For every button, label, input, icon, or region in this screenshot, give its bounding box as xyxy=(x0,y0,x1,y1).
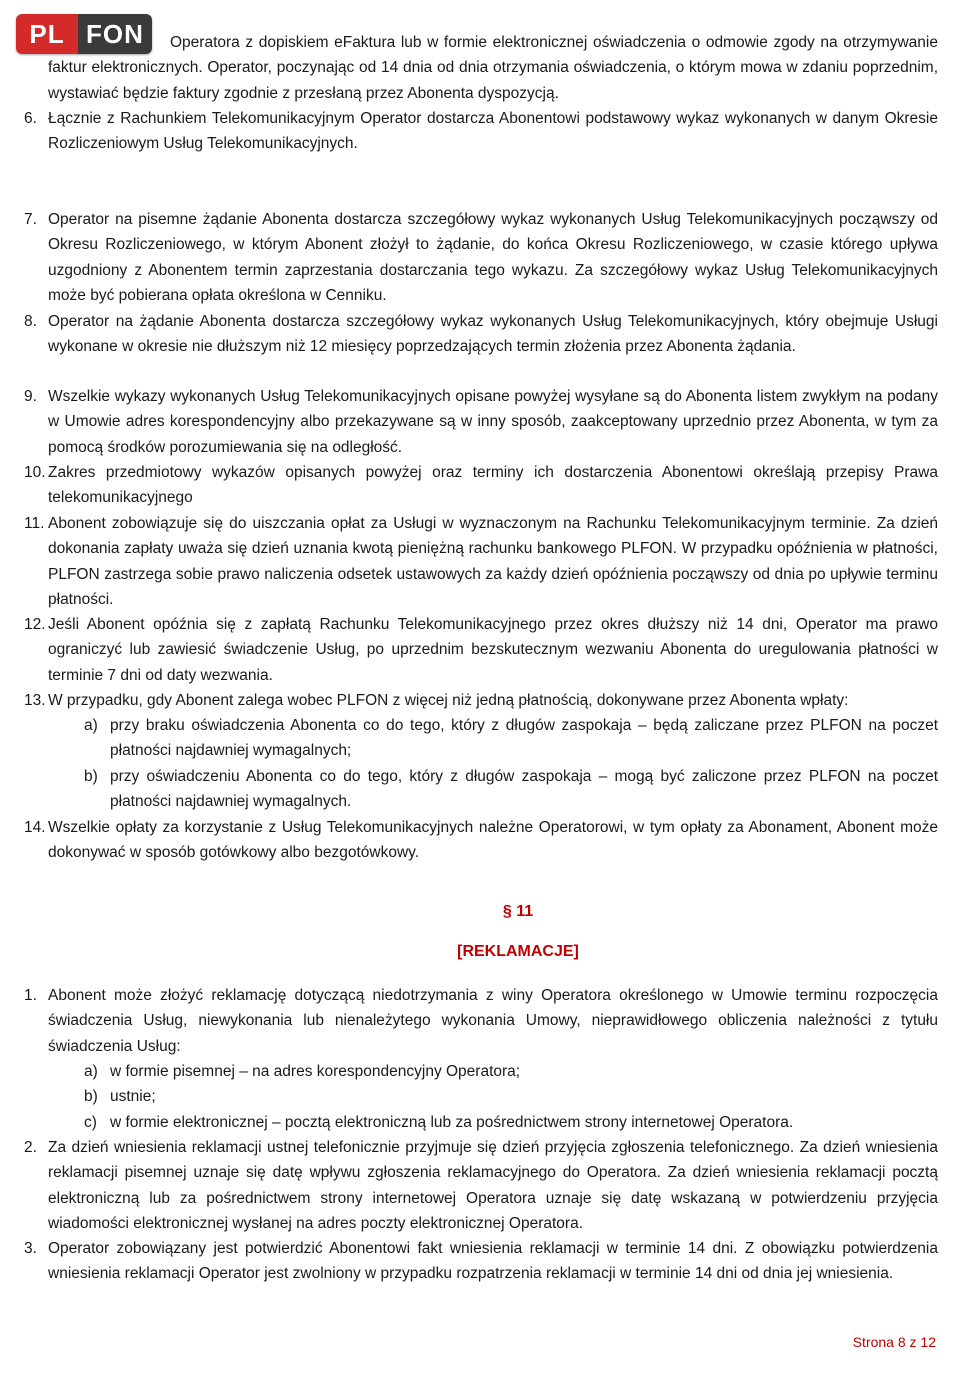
item-number: 9. xyxy=(24,388,37,405)
subitem-text: w formie elektronicznej – pocztą elektroniczną lub za pośrednictwem strony internetowej Operatora. xyxy=(110,1114,794,1131)
subitem-text: przy braku oświadczenia Abonenta co do tego, który z długów zaspokaja – będą zaliczane przez PLFON na poczet płatności najdawniej wymagalnych; xyxy=(110,717,938,760)
item-number: 13. xyxy=(24,692,46,709)
item-text: Za dzień wniesienia reklamacji ustnej telefonicznie przyjmuje się dzień przyjęcia zgłoszenia telefonicznego. Za dzień wniesienia reklamacji pisemnej uznaje się datę wpływu zgłoszenia reklamacyjnego do Operatora. Za dzień wniesienia reklamacji pocztą elektroniczną lub za pośrednictwem strony internetowej Operatora uznaje się datę wskazaną w potwierdzeniu przyjęcia wiadomości elektronicznej wysłanej na adres poczty elektronicznej Operatora. xyxy=(48,1139,938,1232)
item-text: Abonent może złożyć reklamację dotyczącą niedotrzymania z winy Operatora określonego w Umowie terminu rozpoczęcia świadczenia Usług, niewykonania lub nienależytego wykonania Umowy, nieprawidłowego obliczenia należności z tytułu świadczenia Usług: xyxy=(48,987,938,1055)
item-text: Operator zobowiązany jest potwierdzić Abonentowi fakt wniesienia reklamacji w terminie 14 dni. Z obowiązku potwierdzenia wniesienia reklamacji Operator jest zwolniony w przypadku rozpatrzenia reklamacji w terminie 14 dni od dnia jej wniesienia. xyxy=(48,1240,938,1283)
item-number: 11. xyxy=(24,515,45,532)
item-number: 6. xyxy=(24,110,37,127)
item-text: Łącznie z Rachunkiem Telekomunikacyjnym Operator dostarcza Abonentowi podstawowy wykaz wykonanych w danym Okresie Rozliczeniowym Usług Telekomunikacyjnych. xyxy=(48,110,938,153)
item-number: 3. xyxy=(24,1240,37,1257)
item-text: Operator na pisemne żądanie Abonenta dostarcza szczegółowy wykaz wykonanych Usług Telekomunikacyjnych począwszy od Okresu Rozliczeniowego, w którym Abonent złożył to żądanie, do końca Okresu Rozliczeniowego, w czasie którego upływa uzgodniony z Abonentem termin zaprzestania dostarczania tego wykazu. Za szczegółowy wykaz Usług Telekomunikacyjnych może być pobierana opłata określona w Cenniku. xyxy=(48,211,938,304)
item-text: Wszelkie opłaty za korzystanie z Usług Telekomunikacyjnych należne Operatorowi, w tym opłaty za Abonament, Abonent może dokonywać w sposób gotówkowy albo bezgotówkowy. xyxy=(48,819,938,862)
item-number: 1. xyxy=(24,987,37,1004)
item-text: Abonent zobowiązuje się do uiszczania opłat za Usługi w wyznaczonym na Rachunku Telekomunikacyjnym terminie. Za dzień dokonania zapłaty uważa się dzień uznania kwotą pieniężną rachunku bankowego PLFON. W przypadku opóźnienia w płatności, PLFON zastrzega sobie prawo naliczenia odsetek ustawowych za każdy dzień opóźnienia począwszy od dnia po upływie terminu płatności. xyxy=(48,515,938,608)
item-text: Operator na żądanie Abonenta dostarcza szczegółowy wykaz wykonanych Usług Telekomunikacyjnych, który obejmuje Usługi wykonane w okresie nie dłuższym niż 12 miesięcy poprzedzających termin złożenia przez Abonenta żądania. xyxy=(48,313,938,356)
section-title: [REKLAMACJE] xyxy=(457,943,579,960)
logo-part-fon: FON xyxy=(78,14,152,54)
item-text: W przypadku, gdy Abonent zalega wobec PLFON z więcej niż jedną płatnością, dokonywane przez Abonenta wpłaty: xyxy=(48,692,849,709)
subitem-text: przy oświadczeniu Abonenta co do tego, który z długów zaspokaja – mogą być zaliczone przez PLFON na poczet płatności najdawniej wymagalnych. xyxy=(110,768,938,811)
item-number: 8. xyxy=(24,313,37,330)
item-number: 2. xyxy=(24,1139,37,1156)
page-number: Strona 8 z 12 xyxy=(852,1334,936,1350)
subitem-letter: c) xyxy=(84,1114,97,1131)
item-text: Wszelkie wykazy wykonanych Usług Telekomunikacyjnych opisane powyżej wysyłane są do Abonenta listem zwykłym na podany w Umowie adres korespondencyjny albo przekazywane są w inny sposób, zaakceptowany uprzednio przez Abonenta, w tym za pomocą środków porozumiewania się na odległość. xyxy=(48,388,938,456)
intro-paragraph: Operatora z dopiskiem eFaktura lub w formie elektronicznej oświadczenia o odmowie zgody na otrzymywanie faktur elektronicznych. Operator, poczynając od 14 dnia od dnia otrzymania oświadczenia, o którym mowa w zdaniu poprzednim, wystawiać będzie faktury zgodnie z przesłaną przez Abonenta dyspozycją. xyxy=(48,34,938,102)
item-number: 7. xyxy=(24,211,37,228)
item-text: Zakres przedmiotowy wykazów opisanych powyżej oraz terminy ich dostarczenia Abonentowi określają przepisy Prawa telekomunikacyjnego xyxy=(48,464,938,507)
subitem-letter: b) xyxy=(84,1088,98,1105)
logo-part-pl: PL xyxy=(16,14,78,54)
subitem-text: w formie pisemnej – na adres korespondencyjny Operatora; xyxy=(110,1063,521,1080)
subitem-text: ustnie; xyxy=(110,1088,156,1105)
item-number: 14. xyxy=(24,819,46,836)
subitem-letter: a) xyxy=(84,1063,98,1080)
item-number: 12. xyxy=(24,616,46,633)
section-number: § 11 xyxy=(502,903,534,920)
subitem-letter: b) xyxy=(84,768,98,785)
subitem-letter: a) xyxy=(84,717,98,734)
item-text: Jeśli Abonent opóźnia się z zapłatą Rachunku Telekomunikacyjnego przez okres dłuższy niż 14 dni, Operator ma prawo ograniczyć lub zawiesić świadczenie Usług, po uprzednim bezskutecznym wezwaniu Abonenta do uregulowania płatności w terminie 7 dni od daty wezwania. xyxy=(48,616,938,684)
item-number: 10. xyxy=(24,464,46,481)
